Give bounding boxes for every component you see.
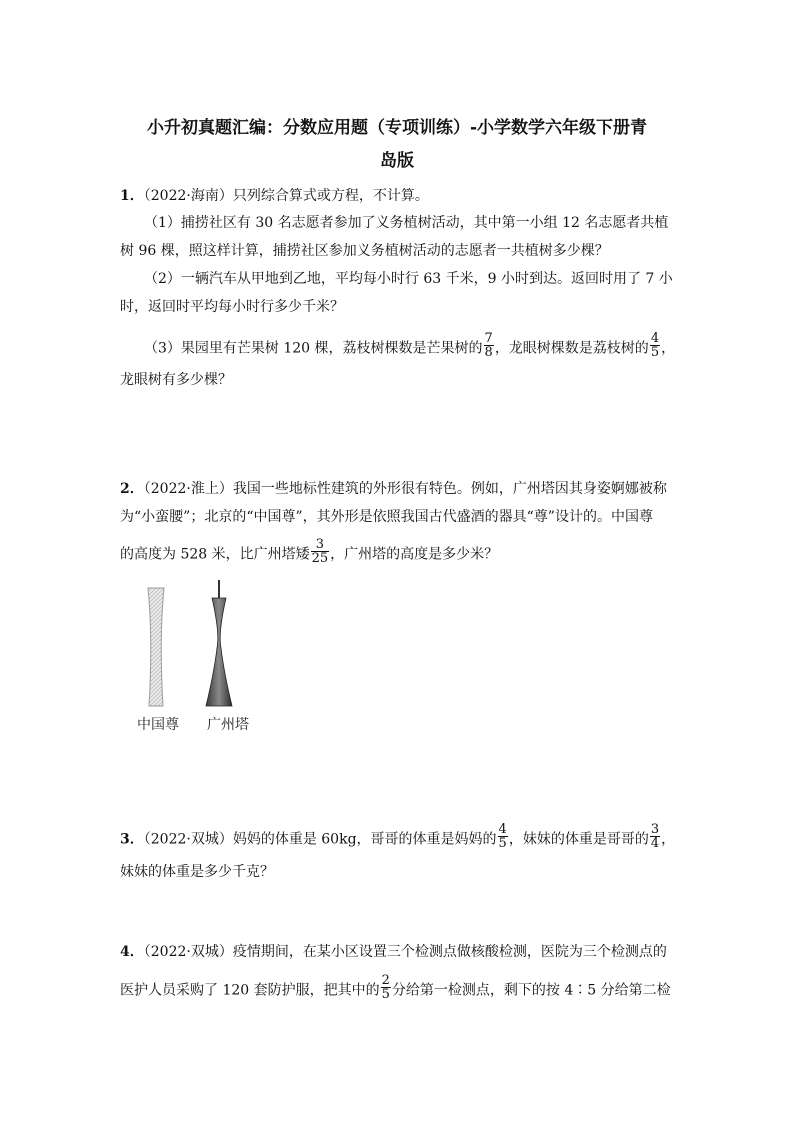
question-1-part-3-line-1 xyxy=(144,331,676,362)
text-segment: （3）果园里有芒果树 120 棵，荔枝树棵数是芒果树的 xyxy=(144,340,483,357)
question-1-part-3-line-2: 龙眼树有多少棵？ xyxy=(120,372,232,388)
question-1-heading xyxy=(120,186,429,206)
question-1-part-1-line-2: 树 96 棵，照这样计算，捕捞社区参加义务植树活动的志愿者一共植树多少棵？ xyxy=(120,243,609,259)
fraction-numerator: 2 xyxy=(381,973,390,988)
question-2-line-3 xyxy=(120,537,499,568)
text-segment: ， xyxy=(661,831,676,848)
fraction-denominator: 5 xyxy=(650,345,660,360)
question-1-text: （2022·海南）只列综合算式或方程，不计算。 xyxy=(143,188,429,204)
question-3-line-1 xyxy=(120,822,676,853)
fraction-denominator: 5 xyxy=(498,836,507,851)
text-segment: （2022·双城）妈妈的体重是 60kg，哥哥的体重是妈妈的 xyxy=(143,831,497,848)
text-segment: ，妹妹的体重是哥哥的 xyxy=(508,831,649,848)
question-number: 2． xyxy=(120,481,144,497)
fraction-denominator: 5 xyxy=(381,987,390,1002)
text-segment: 医护人员采购了 120 套防护服，把其中的 xyxy=(120,982,380,999)
question-2-line-1 xyxy=(120,479,667,499)
fraction-numerator: 4 xyxy=(498,822,507,837)
fraction xyxy=(311,538,330,565)
question-2-text: （2022·淮上）我国一些地标性建筑的外形很有特色。例如，广州塔因其身姿婀娜被称 xyxy=(143,481,667,497)
question-4-line-2 xyxy=(120,973,671,1004)
question-number: 1． xyxy=(120,188,144,204)
fraction xyxy=(381,974,391,1001)
china-zun-tower-shape xyxy=(148,588,164,706)
fraction-numerator: 4 xyxy=(650,331,660,346)
question-4-text: （2022·双城）疫情期间，在某小区设置三个检测点做核酸检测，医院为三个检测点的 xyxy=(143,944,667,960)
fraction-denominator: 25 xyxy=(311,551,329,566)
fraction-numerator: 7 xyxy=(484,331,493,346)
text-segment: 的高度为 528 米，比广州塔矮 xyxy=(120,546,310,563)
question-3-line-2: 妹妹的体重是多少千克？ xyxy=(120,864,274,880)
question-number: 3． xyxy=(120,831,144,848)
caption-canton-tower: 广州塔 xyxy=(207,717,249,733)
question-1-part-2-line-2: 时，返回时平均每小时行多少千米？ xyxy=(120,299,344,315)
text-segment: ，龙眼树棵数是荔枝树的 xyxy=(494,340,649,357)
text-segment: ， xyxy=(661,340,676,357)
question-4-line-1 xyxy=(120,942,667,962)
canton-tower-shape xyxy=(206,598,232,706)
text-segment: ，广州塔的高度是多少米？ xyxy=(330,546,499,563)
fraction-numerator: 3 xyxy=(311,538,330,552)
fraction-denominator: 4 xyxy=(650,836,660,851)
caption-china-zun: 中国尊 xyxy=(137,717,179,733)
fraction xyxy=(650,823,660,850)
fraction xyxy=(498,823,508,850)
page-title: 小升初真题汇编：分数应用题（专项训练）-小学数学六年级下册青 xyxy=(146,118,648,138)
fraction xyxy=(484,332,494,359)
towers-illustration xyxy=(134,578,264,718)
question-number: 4． xyxy=(120,944,144,960)
fraction xyxy=(650,332,660,359)
text-segment: 分给第一检测点，剩下的按 4∶5 分给第二检 xyxy=(391,982,671,999)
question-2-line-2: 为“小蛮腰”；北京的“中国尊”，其外形是依照我国古代盛酒的器具“尊”设计的。中国尊 xyxy=(120,509,653,525)
page-title-continued: 岛版 xyxy=(380,151,414,171)
fraction-denominator: 8 xyxy=(484,345,493,360)
question-1-part-2-line-1: （2）一辆汽车从甲地到乙地，平均每小时行 63 千米，9 小时到达。返回时用了 7 小 xyxy=(144,271,673,287)
fraction-numerator: 3 xyxy=(650,822,660,837)
question-1-part-1-line-1: （1）捕捞社区有 30 名志愿者参加了义务植树活动，其中第一小组 12 名志愿者共植 xyxy=(144,215,669,231)
